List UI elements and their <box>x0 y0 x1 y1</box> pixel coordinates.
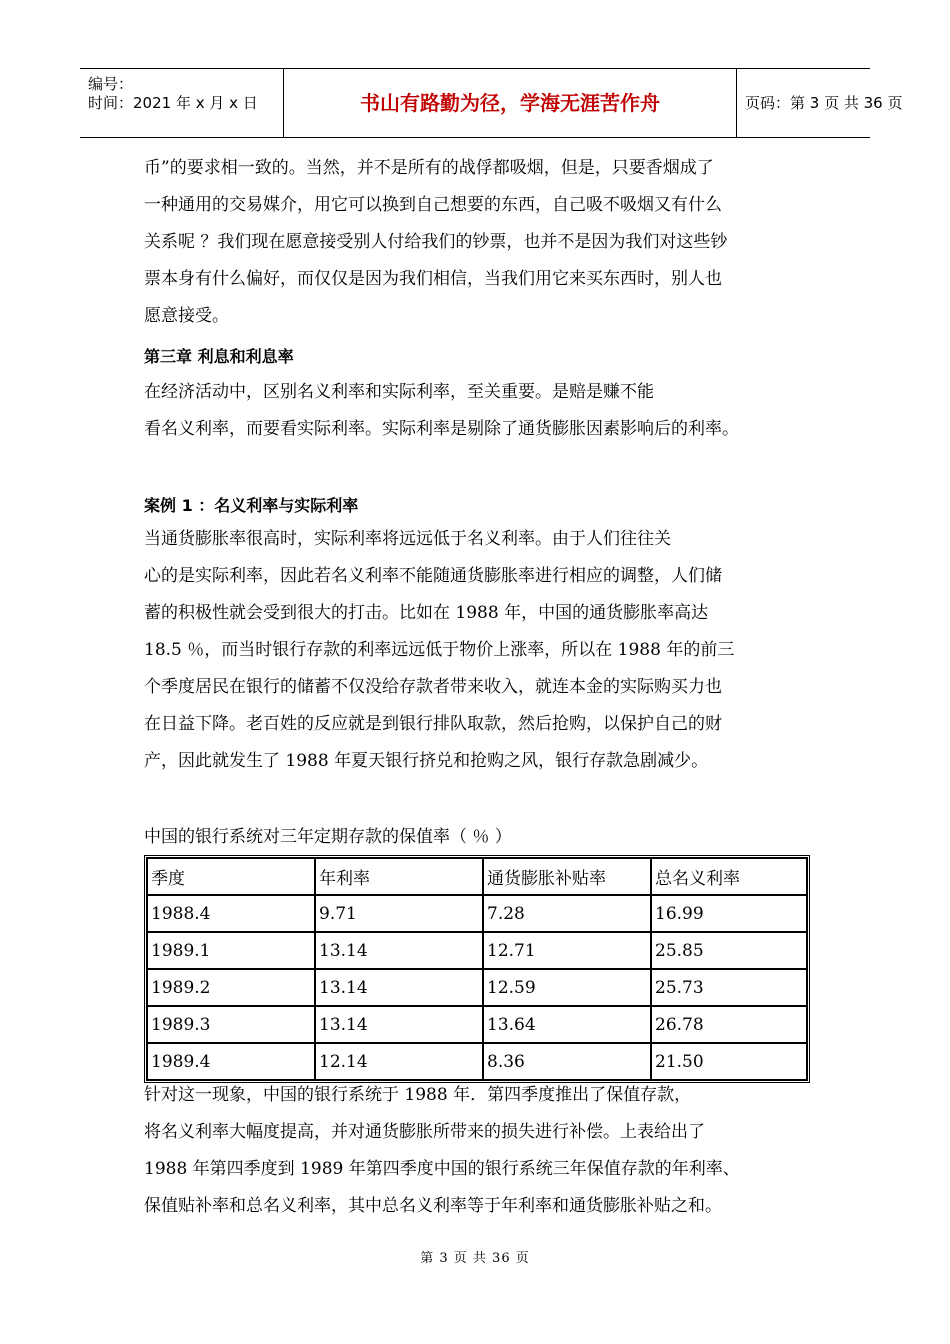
header-meta <box>80 69 284 137</box>
table-header-cell: 季度 <box>147 858 315 895</box>
paragraph-3 <box>144 521 834 780</box>
number-label: 编号： <box>88 75 134 93</box>
table-cell: 25.73 <box>651 969 807 1006</box>
text-line: 票本身有什么偏好，而仅仅是因为我们相信，当我们用它来买东西时，别人也 <box>144 269 722 289</box>
text-line: 18.5 ％，而当时银行存款的利率远远低于物价上涨率，所以在 1988 年的前三 <box>144 640 735 660</box>
table-cell: 1989.3 <box>147 1006 315 1043</box>
paragraph-1 <box>144 150 834 335</box>
header-motto: 书山有路勤为径，学海无涯苦作舟 <box>284 69 737 137</box>
table-cell: 21.50 <box>651 1043 807 1080</box>
text-line: 当通货膨胀率很高时，实际利率将远远低于名义利率。由于人们往往关 <box>144 529 671 549</box>
text-line: 蓄的积极性就会受到很大的打击。比如在 1988 年，中国的通货膨胀率高达 <box>144 603 709 623</box>
table-cell: 7.28 <box>483 895 651 932</box>
table-cell: 13.14 <box>315 969 483 1006</box>
table-row <box>147 969 807 1006</box>
table-cell: 8.36 <box>483 1043 651 1080</box>
table-cell: 12.59 <box>483 969 651 1006</box>
table-cell: 13.14 <box>315 932 483 969</box>
text-line: 一种通用的交易媒介，用它可以换到自己想要的东西，自己吸不吸烟又有什么 <box>144 195 722 215</box>
text-line: 愿意接受。 <box>144 306 229 326</box>
table-header-row <box>147 858 807 895</box>
page-header <box>80 68 903 138</box>
table-cell: 13.64 <box>483 1006 651 1043</box>
table-cell: 12.14 <box>315 1043 483 1080</box>
table-row <box>147 1043 807 1080</box>
text-line: 针对这一现象，中国的银行系统于 1988 年．第四季度推出了保值存款， <box>144 1085 692 1105</box>
page-footer: 第 3 页 共 36 页 <box>420 1251 530 1266</box>
table-cell: 16.99 <box>651 895 807 932</box>
text-line: 关系呢 ？我们现在愿意接受别人付给我们的钞票，也并不是因为我们对这些钞 <box>144 232 728 252</box>
text-line: 看名义利率，而要看实际利率。实际利率是剔除了通货膨胀因素影响后的利率。 <box>144 419 739 439</box>
text-line: 个季度居民在银行的储蓄不仅没给存款者带来收入，就连本金的实际购买力也 <box>144 677 722 697</box>
table-header-cell: 年利率 <box>315 858 483 895</box>
table-row <box>147 895 807 932</box>
paragraph-4 <box>144 1077 834 1225</box>
table-cell: 1989.4 <box>147 1043 315 1080</box>
table-row <box>147 932 807 969</box>
table-cell: 12.71 <box>483 932 651 969</box>
table-cell: 1989.1 <box>147 932 315 969</box>
chapter-heading: 第三章 利息和利息率 <box>144 347 294 366</box>
table-cell: 1988.4 <box>147 895 315 932</box>
text-line: 1988 年第四季度到 1989 年第四季度中国的银行系统三年保值存款的年利率、 <box>144 1159 740 1179</box>
text-line: 币”的要求相一致的。当然，并不是所有的战俘都吸烟，但是，只要香烟成了 <box>144 158 714 178</box>
table-cell: 26.78 <box>651 1006 807 1043</box>
header-page-label: 页码：第 3 页 共 36 页 <box>745 94 903 112</box>
table-row <box>147 1006 807 1043</box>
text-line: 产，因此就发生了 1988 年夏天银行挤兑和抢购之风，银行存款急剧减少。 <box>144 751 709 771</box>
text-line: 在日益下降。老百姓的反应就是到银行排队取款，然后抢购，以保护自己的财 <box>144 714 722 734</box>
text-line: 将名义利率大幅度提高，并对通货膨胀所带来的损失进行补偿。上表给出了 <box>144 1122 705 1142</box>
time-label: 时间：2021 年 x 月 x 日 <box>88 94 258 112</box>
table-header-cell: 通货膨胀补贴率 <box>483 858 651 895</box>
table-cell: 25.85 <box>651 932 807 969</box>
table-cell: 13.14 <box>315 1006 483 1043</box>
table-cell: 1989.2 <box>147 969 315 1006</box>
text-line: 在经济活动中，区别名义利率和实际利率，至关重要。是赔是赚不能 <box>144 382 654 402</box>
text-line: 保值贴补率和总名义利率，其中总名义利率等于年利率和通货膨胀补贴之和。 <box>144 1196 722 1216</box>
text-line: 心的是实际利率，因此若名义利率不能随通货膨胀率进行相应的调整，人们储 <box>144 566 722 586</box>
table-header-cell: 总名义利率 <box>651 858 807 895</box>
data-table <box>144 855 810 1083</box>
case-heading: 案例 1 ：名义利率与实际利率 <box>144 496 359 515</box>
table-cell: 9.71 <box>315 895 483 932</box>
paragraph-2 <box>144 374 834 448</box>
table-caption: 中国的银行系统对三年定期存款的保值率（ ％ ） <box>144 827 512 847</box>
